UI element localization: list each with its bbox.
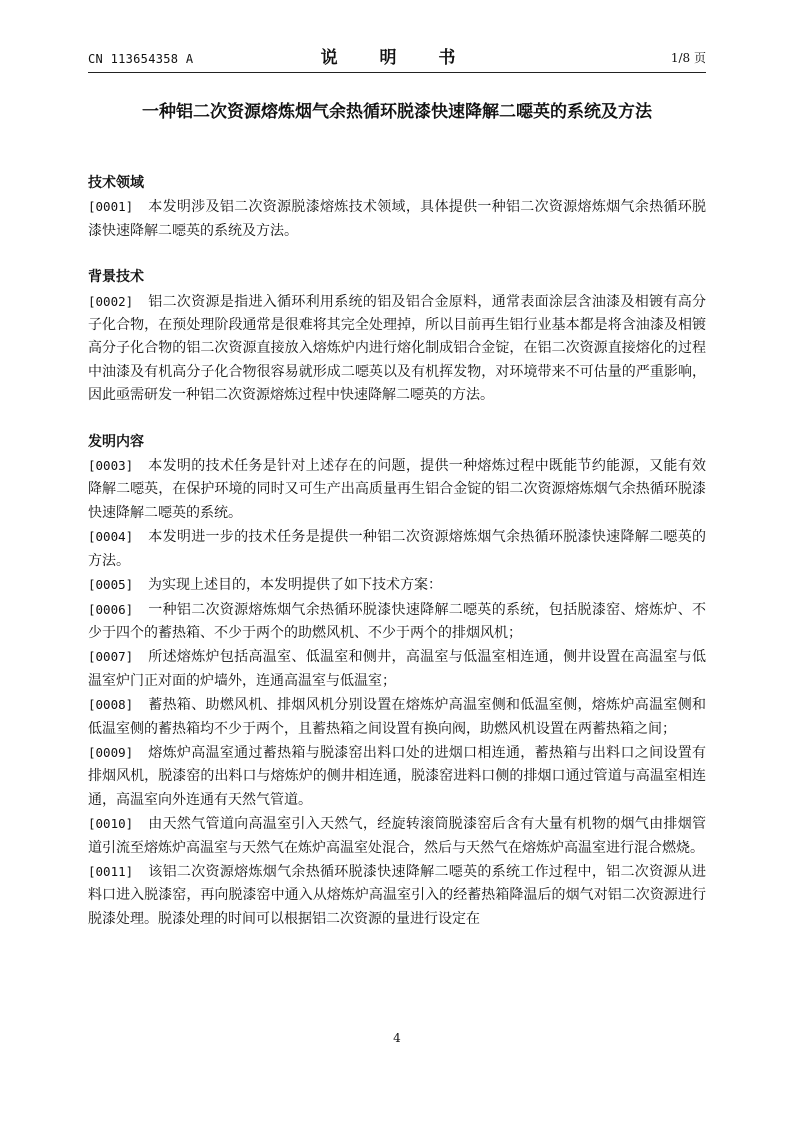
paragraph-number: [0010] xyxy=(88,816,134,832)
page-number: 4 xyxy=(393,1031,401,1045)
paragraph xyxy=(88,693,706,741)
document-body xyxy=(88,172,706,931)
paragraph-number: [0001] xyxy=(88,199,134,215)
publication-number: CN 113654358 A xyxy=(88,52,194,66)
paragraph-text: 本发明的技术任务是针对上述存在的问题，提供一种熔炼过程中既能节约能源，又能有效降解二噁英，在保护环境的同时又可生产出高质量再生铝合金锭的铝二次资源熔炼烟气余热循环脱漆快速降解二噁英的系统。 xyxy=(88,458,706,521)
document-type: 说 明 书 xyxy=(320,48,474,68)
paragraph-number: [0011] xyxy=(88,863,134,879)
paragraph-text: 一种铝二次资源熔炼烟气余热循环脱漆快速降解二噁英的系统，包括脱漆窑、熔炼炉、不少于四个的蓄热箱、不少于两个的助燃风机、不少于两个的排烟风机； xyxy=(88,601,706,641)
section-heading-technical-field: 技术领域 xyxy=(88,175,144,191)
paragraph-number: [0002] xyxy=(88,293,134,309)
paragraph xyxy=(88,525,706,573)
paragraph-number: [0005] xyxy=(88,577,134,593)
header-divider xyxy=(88,72,706,73)
paragraph xyxy=(88,195,706,243)
paragraph-number: [0007] xyxy=(88,649,134,665)
paragraph xyxy=(88,573,706,597)
paragraph-number: [0009] xyxy=(88,744,134,760)
paragraph-text: 该铝二次资源熔炼烟气余热循环脱漆快速降解二噁英的系统工作过程中，铝二次资源从进料口进入脱漆窑，再向脱漆窑中通入从熔炼炉高温室引入的经蓄热箱降温后的烟气对铝二次资源进行脱漆处理。脱漆处理的时间可以根据铝二次资源的量进行设定在 xyxy=(88,863,706,927)
paragraph-number: [0008] xyxy=(88,697,134,713)
paragraph-text: 由天然气管道向高温室引入天然气，经旋转滚筒脱漆窑后含有大量有机物的烟气由排烟管道引流至熔炼炉高温室与天然气在炼炉高温室处混合，然后与天然气在熔炼炉高温室进行混合燃烧。 xyxy=(88,816,706,856)
paragraph xyxy=(88,645,706,693)
section-heading-summary: 发明内容 xyxy=(88,433,144,450)
paragraph xyxy=(88,290,706,408)
paragraph-text: 所述熔炼炉包括高温室、低温室和侧井，高温室与低温室相连通，侧井设置在高温室与低温室炉门正对面的炉墙外，连通高温室与低温室； xyxy=(88,649,706,689)
page-info: 1/8 页 xyxy=(670,51,706,65)
paragraph-text: 铝二次资源是指进入循环利用系统的铝及铝合金原料，通常表面涂层含油漆及相镀有高分子化合物，在预处理阶段通常是很难将其完全处理掉，所以目前再生铝行业基本都是将含油漆及相镀高分子化合物的铝二次资源直接放入熔炼炉内进行熔化制成铝合金锭，在铝二次资源直接熔化的过程中油漆及有机高分子化合物很容易就形成二噁英以及有机挥发物，对环境带来不可估量的严重影响，因此亟需研发一种铝二次资源熔炼过程中快速降解二噁英的方法。 xyxy=(88,293,706,404)
paragraph-number: [0003] xyxy=(88,458,134,474)
paragraph-text: 为实现上述目的，本发明提供了如下技术方案： xyxy=(148,577,442,594)
page-header xyxy=(88,44,706,72)
section-heading-background: 背景技术 xyxy=(88,269,144,286)
paragraph xyxy=(88,454,706,525)
paragraph-number: [0004] xyxy=(88,529,134,545)
paragraph-text: 本发明进一步的技术任务是提供一种铝二次资源熔炼烟气余热循环脱漆快速降解二噁英的方法。 xyxy=(88,529,706,569)
paragraph-text: 蓄热箱、助燃风机、排烟风机分别设置在熔炼炉高温室侧和低温室侧，熔炼炉高温室侧和低温室侧的蓄热箱均不少于两个，且蓄热箱之间设置有换向阀，助燃风机设置在两蓄热箱之间； xyxy=(88,697,706,737)
paragraph-number: [0006] xyxy=(88,601,134,617)
document-title: 一种铝二次资源熔炼烟气余热循环脱漆快速降解二噁英的系统及方法 xyxy=(142,102,652,122)
paragraph-text: 熔炼炉高温室通过蓄热箱与脱漆窑出料口处的进烟口相连通，蓄热箱与出料口之间设置有排烟风机，脱漆窑的出料口与熔炼炉的侧井相连通，脱漆窑进料口侧的排烟口通过管道与高温室相连通，高温室向外连通有天然气管道。 xyxy=(88,744,706,808)
paragraph-text: 本发明涉及铝二次资源脱漆熔炼技术领域，具体提供一种铝二次资源熔炼烟气余热循环脱漆快速降解二噁英的系统及方法。 xyxy=(88,199,706,239)
paragraph xyxy=(88,860,706,931)
paragraph xyxy=(88,598,706,646)
paragraph xyxy=(88,812,706,860)
paragraph xyxy=(88,741,706,812)
